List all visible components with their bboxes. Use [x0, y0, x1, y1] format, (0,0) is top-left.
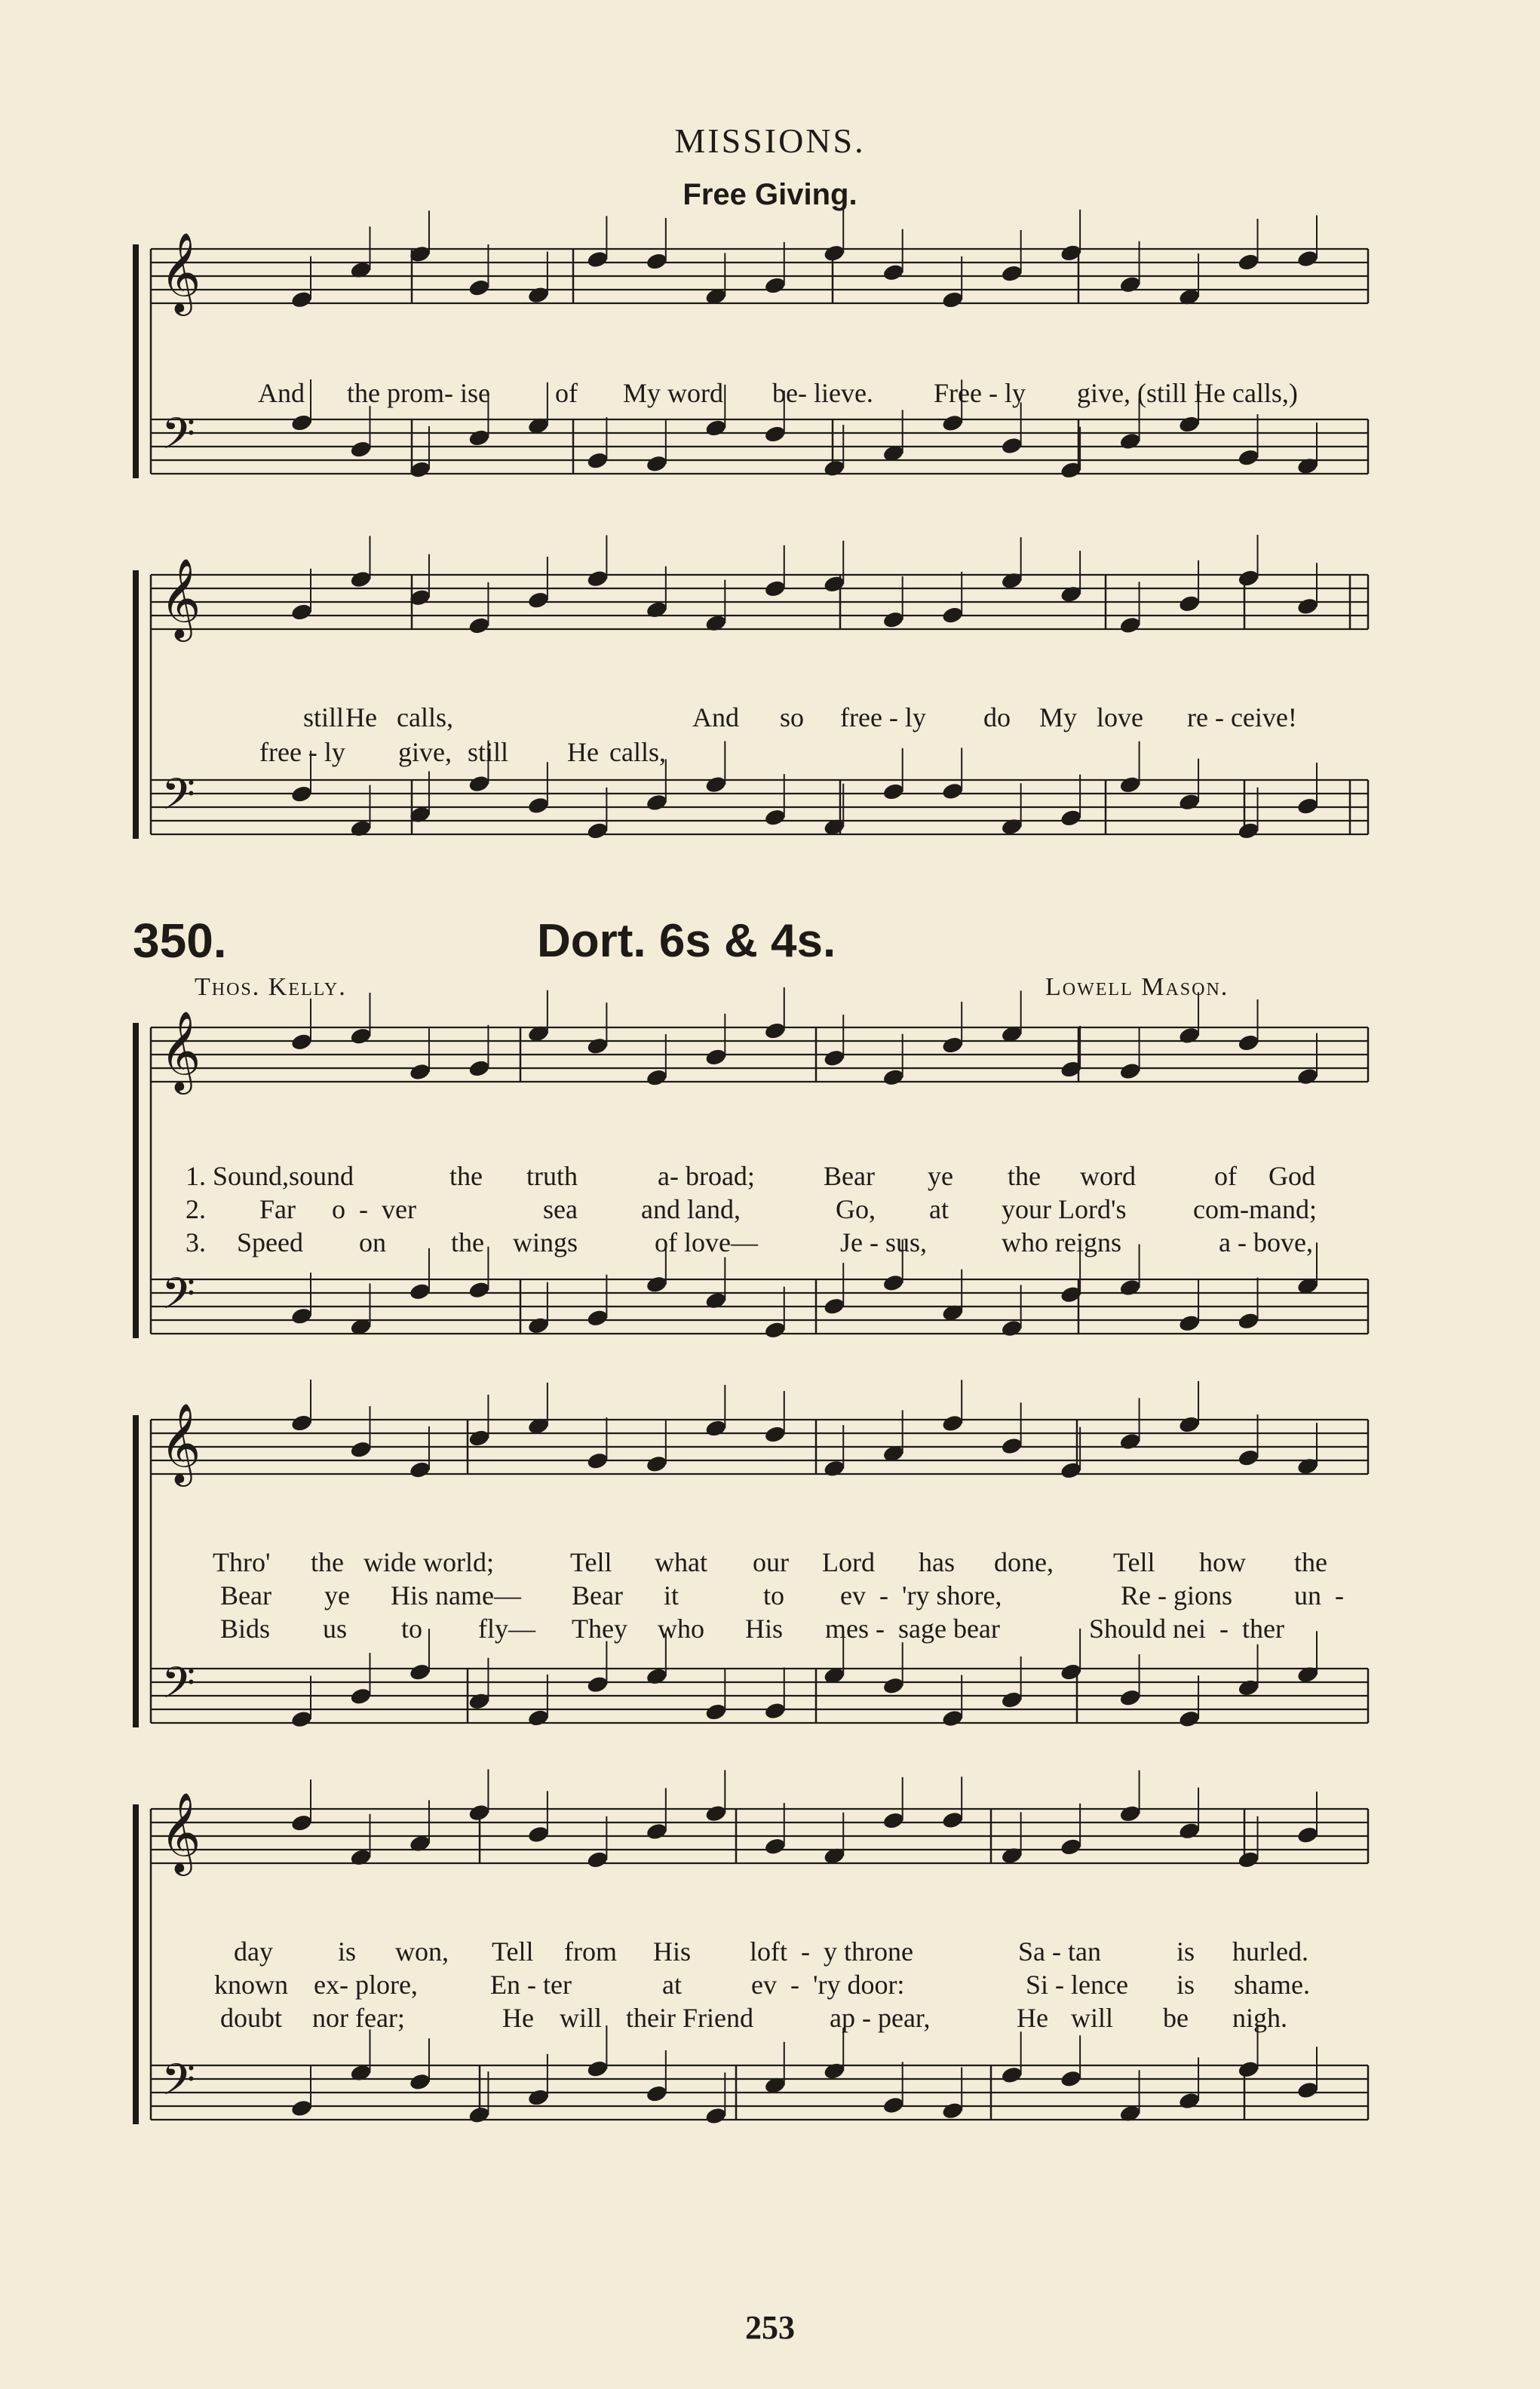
lyric-word: My [1039, 702, 1078, 732]
note-head [646, 1822, 669, 1841]
lyric-line [0, 1160, 1540, 1190]
note-head [349, 570, 373, 589]
note-head [468, 1691, 491, 1711]
note-head [882, 610, 905, 630]
note-head [882, 1067, 905, 1087]
lyric-word: Tell [492, 1936, 534, 1967]
lyric-word: how [1199, 1547, 1246, 1577]
lyric-word: and land, [641, 1194, 741, 1224]
note-head [941, 1414, 965, 1433]
note-head [763, 1425, 787, 1445]
note-head [646, 600, 669, 619]
lyric-word: o - ver [332, 1194, 416, 1224]
note-head [1178, 792, 1201, 812]
note-head [349, 818, 373, 838]
composer-credit: Lowell Mason. [1045, 973, 1229, 1001]
lyric-word: His name— [391, 1580, 521, 1611]
lyric-word: My word [623, 378, 723, 408]
lyric-word: And [258, 378, 305, 408]
note-head [409, 1460, 432, 1480]
note-head [941, 2101, 965, 2120]
lyric-word: a - bove, [1219, 1227, 1313, 1257]
lyric-word: do [983, 702, 1011, 732]
note-head [586, 1308, 609, 1328]
lyric-word: be- lieve. [772, 378, 873, 408]
note-head [882, 263, 905, 282]
lyric-word: the [1294, 1547, 1327, 1577]
note-head [763, 1320, 787, 1340]
note-head [409, 2072, 432, 2092]
lyric-word: un - [1294, 1580, 1344, 1611]
lyric-word: His [653, 1936, 692, 1967]
lyric-word: who reigns [1002, 1227, 1121, 1257]
lyric-word: sea [543, 1194, 578, 1224]
lyric-word: of love— [655, 1227, 758, 1257]
lyric-word: hurled. [1232, 1936, 1308, 1967]
lyric-word: Tell [570, 1547, 612, 1577]
note-head [1000, 1690, 1023, 1710]
lyric-word: Far [259, 1194, 296, 1224]
lyric-word: shame. [1234, 1970, 1310, 2000]
note-head [586, 1675, 609, 1694]
note-head [646, 252, 669, 272]
note-head [1060, 585, 1083, 604]
note-head [586, 1451, 609, 1471]
note-head [823, 2062, 846, 2081]
note-head [1237, 1448, 1260, 1468]
note-head [704, 419, 728, 438]
note-head [1118, 616, 1142, 635]
lyric-word: And [692, 702, 739, 732]
lyric-word: 1. Sound,sound [186, 1161, 354, 1191]
note-head [882, 2096, 905, 2115]
note-head [1237, 1850, 1260, 1869]
note-head [1118, 1278, 1142, 1297]
note-head [290, 1032, 314, 1052]
lyric-word: at [929, 1194, 949, 1224]
note-head [704, 1703, 728, 1722]
lyric-line [0, 736, 1540, 766]
note-head [763, 579, 787, 599]
lyric-word: Si - lence [1026, 1970, 1128, 2000]
note-head [1296, 797, 1320, 816]
lyric-word: their Friend [626, 2003, 753, 2033]
note-head [586, 250, 609, 269]
bass-clef-icon: 𝄢 [161, 408, 196, 470]
note-head [527, 2088, 551, 2108]
note-head [586, 1850, 609, 1870]
lyric-word: ev - 'ry shore, [840, 1580, 1002, 1611]
note-head [349, 1847, 373, 1867]
note-head [409, 1282, 432, 1301]
lyric-word: Sa - tan [1018, 1936, 1101, 1967]
lyric-word: fly— [478, 1614, 535, 1644]
note-head [941, 1810, 965, 1830]
treble-clef-icon: 𝄞 [160, 557, 201, 638]
note-head [1296, 1067, 1320, 1086]
lyric-word: the prom- ise [347, 378, 490, 408]
lyric-word: Lord [822, 1547, 875, 1577]
note-head [1118, 1804, 1142, 1823]
note-head [527, 1709, 551, 1728]
note-head [646, 1275, 669, 1294]
note-head [1118, 275, 1142, 294]
lyric-word: the [311, 1547, 344, 1577]
note-head [1060, 808, 1083, 828]
section-title: MISSIONS. [674, 121, 866, 160]
lyric-line [0, 1546, 1540, 1577]
treble-clef-icon: 𝄞 [160, 1010, 201, 1091]
note-head [823, 1049, 846, 1068]
lyric-word: ye [928, 1161, 953, 1191]
note-head [704, 1419, 728, 1439]
lyric-word: day [234, 1936, 273, 1967]
note-head [468, 1059, 491, 1079]
lyric-word: give, (still He calls,) [1077, 378, 1298, 408]
note-head [941, 781, 965, 801]
lyric-word: a- broad; [658, 1161, 755, 1191]
note-head [527, 285, 551, 305]
note-head [941, 606, 965, 625]
note-head [1118, 431, 1142, 451]
bass-clef-icon: 𝄢 [161, 769, 196, 831]
note-head [290, 2099, 314, 2118]
note-head [468, 1803, 491, 1822]
lyric-line [0, 1227, 1540, 1257]
lyric-word: it [664, 1580, 680, 1611]
note-head [1060, 1460, 1083, 1480]
note-head [1000, 2065, 1023, 2085]
lyric-word: He [1017, 2003, 1048, 2033]
lyric-word: our [753, 1547, 789, 1577]
bass-clef-icon: 𝄢 [161, 1657, 196, 1719]
lyric-word: En - ter [490, 1970, 572, 2000]
lyric-word: done, [994, 1547, 1054, 1577]
lyric-word: has [919, 1547, 955, 1577]
lyric-word: wide world; [364, 1547, 494, 1577]
note-head [1237, 569, 1260, 588]
note-head [704, 1804, 728, 1823]
note-head [704, 2106, 728, 2126]
lyric-word: is [338, 1936, 357, 1967]
note-head [763, 808, 787, 828]
note-head [704, 1047, 728, 1067]
note-head [646, 1068, 669, 1088]
note-head [1237, 448, 1260, 468]
lyric-word: to [763, 1580, 785, 1611]
note-head [941, 413, 965, 433]
note-head [882, 1811, 905, 1831]
lyric-word: of [1214, 1161, 1237, 1191]
note-head [646, 1666, 669, 1686]
lyric-word: calls, [397, 702, 453, 732]
note-head [586, 451, 609, 471]
treble-clef-icon: 𝄞 [160, 1402, 201, 1483]
lyric-word: who [658, 1614, 704, 1644]
note-head [1237, 253, 1260, 272]
lyric-line [0, 1580, 1540, 1610]
lyric-word: nor fear; [312, 2003, 405, 2033]
note-head [1060, 1663, 1083, 1682]
note-head [646, 454, 669, 474]
note-head [1296, 2080, 1320, 2100]
note-head [1178, 2091, 1201, 2111]
note-head [527, 1316, 551, 1335]
lyric-word: still [303, 702, 345, 732]
lyric-line [0, 1969, 1540, 1999]
treble-clef-icon: 𝄞 [160, 1792, 201, 1872]
lyric-word: Bids [220, 1614, 271, 1644]
note-head [1118, 1061, 1142, 1081]
note-head [1237, 1033, 1260, 1053]
note-head [1296, 456, 1320, 476]
lyric-word: on [359, 1227, 386, 1257]
lyric-word: to [401, 1614, 423, 1644]
lyric-word: word [1080, 1161, 1136, 1191]
lyric-word: be [1163, 2003, 1189, 2033]
note-head [349, 440, 373, 459]
lyric-word: will [1071, 2003, 1114, 2033]
note-head [290, 413, 314, 433]
hymn-title: Dort. 6s & 4s. [537, 915, 836, 967]
lyric-word: your Lord's [1002, 1194, 1127, 1224]
note-head [527, 591, 551, 610]
note-head [468, 616, 491, 636]
note-head [1000, 571, 1023, 591]
note-head [290, 785, 314, 804]
lyric-word: Should nei - ther [1089, 1614, 1284, 1644]
note-head [941, 1709, 965, 1728]
note-head [586, 821, 609, 841]
lyric-word: wings [513, 1227, 578, 1257]
note-head [1178, 1709, 1201, 1729]
note-head [646, 2084, 669, 2104]
hymn-subtitle: Free Giving. [683, 178, 857, 211]
note-head [586, 2059, 609, 2079]
lyric-word: Go, [836, 1194, 876, 1224]
note-head [1118, 775, 1142, 794]
treble-clef-icon: 𝄞 [160, 232, 201, 312]
note-head [1178, 594, 1201, 613]
lyric-word: ev - 'ry door: [751, 1970, 905, 2000]
lyric-word: free - ly [259, 737, 345, 767]
note-head [941, 290, 965, 310]
note-head [1296, 1826, 1320, 1845]
lyric-line [0, 1193, 1540, 1224]
lyric-word: Re - gions [1121, 1580, 1232, 1611]
lyric-word: He [567, 737, 599, 767]
note-head [586, 1036, 609, 1056]
note-head [1178, 415, 1201, 435]
note-head [704, 775, 728, 794]
note-head [704, 613, 728, 633]
lyric-word: ex- plore, [314, 1970, 418, 2000]
lyric-word: still [468, 737, 509, 767]
lyric-word: free - ly [840, 702, 926, 732]
lyric-word: the [449, 1161, 483, 1191]
lyric-word: give, [398, 737, 452, 767]
note-head [1000, 436, 1023, 456]
note-head [527, 796, 551, 815]
note-head [763, 1837, 787, 1856]
lyric-word: He [502, 2003, 534, 2033]
note-head [763, 425, 787, 444]
lyric-word: nigh. [1232, 2003, 1288, 2033]
lyric-line [0, 1936, 1540, 1966]
lyric-word: is [1176, 1970, 1195, 2000]
lyric-word: mes - sage bear [825, 1614, 1000, 1644]
lyric-word: known [214, 1970, 288, 2000]
lyric-word: from [564, 1936, 617, 1967]
note-head [1000, 264, 1023, 284]
note-head [409, 1062, 432, 1082]
lyric-word: Bear [220, 1580, 271, 1611]
note-head [290, 1414, 314, 1433]
lyric-word: doubt [220, 2003, 283, 2033]
bass-clef-icon: 𝄢 [161, 2054, 196, 2116]
note-head [1237, 1311, 1260, 1331]
note-head [1000, 1436, 1023, 1456]
lyric-word: Speed [237, 1227, 303, 1257]
page-number: 253 [745, 2309, 795, 2346]
lyric-word: re - ceive! [1187, 702, 1297, 732]
note-head [1296, 1457, 1320, 1476]
lyric-word: love [1097, 702, 1143, 732]
lyric-word: what [655, 1547, 707, 1577]
lyric-word: ap - pear, [830, 2003, 931, 2033]
lyric-line [0, 377, 1540, 407]
note-head [1060, 1837, 1083, 1856]
note-head [763, 1021, 787, 1041]
lyric-word: Tell [1113, 1547, 1155, 1577]
lyric-word: He [345, 702, 377, 732]
lyric-word: Thro' [213, 1547, 271, 1577]
lyric-word: us [323, 1614, 348, 1644]
note-head [290, 1709, 314, 1729]
lyric-word: calls, [609, 737, 666, 767]
note-head [823, 1459, 846, 1479]
lyric-word: the [451, 1227, 484, 1257]
note-head [1237, 2059, 1260, 2079]
lyric-word: of [555, 378, 578, 408]
note-head [468, 2105, 491, 2125]
note-head [1060, 2069, 1083, 2089]
lyric-word: Je - sus, [840, 1227, 927, 1257]
note-head [882, 1676, 905, 1696]
lyric-word: God [1269, 1161, 1315, 1191]
lyric-word: 3. [186, 1227, 206, 1257]
note-head [468, 774, 491, 794]
note-head [823, 459, 846, 478]
lyricist-credit: Thos. Kelly. [195, 973, 347, 1001]
note-head [823, 1297, 846, 1316]
note-head [527, 1825, 551, 1844]
lyric-word: the [1008, 1161, 1041, 1191]
note-head [1178, 1415, 1201, 1435]
note-head [468, 1429, 491, 1448]
note-head [1237, 1678, 1260, 1698]
lyric-word: ye [324, 1580, 350, 1611]
note-head [409, 1663, 432, 1682]
note-head [290, 603, 314, 622]
note-head [1118, 1432, 1142, 1451]
lyric-line [0, 2002, 1540, 2032]
lyric-word: Bear [824, 1161, 875, 1191]
note-head [1178, 1026, 1201, 1046]
note-head [349, 1027, 373, 1046]
note-head [1237, 821, 1260, 840]
lyric-line [0, 1613, 1540, 1643]
note-head [646, 793, 669, 812]
note-head [763, 276, 787, 296]
note-head [646, 1454, 669, 1474]
note-head [349, 1440, 373, 1460]
lyric-word: is [1176, 1936, 1195, 1967]
note-head [586, 569, 609, 588]
note-head [823, 574, 846, 594]
note-head [1178, 1821, 1201, 1841]
lyric-word: com-mand; [1193, 1194, 1317, 1224]
note-head [290, 290, 314, 309]
lyric-word: Bear [572, 1580, 623, 1611]
note-head [1118, 1688, 1142, 1708]
lyric-line [0, 702, 1540, 732]
note-head [941, 1036, 965, 1055]
lyric-word: They [572, 1614, 627, 1644]
note-head [704, 1291, 728, 1310]
note-head [1296, 597, 1320, 616]
bass-clef-icon: 𝄢 [161, 1268, 196, 1330]
note-head [1296, 249, 1320, 269]
lyric-word: won, [395, 1936, 449, 1967]
note-head [763, 1701, 787, 1721]
note-head [468, 428, 491, 448]
note-head [290, 1813, 314, 1833]
hymn-number: 350. [133, 914, 227, 968]
lyric-word: His [745, 1614, 784, 1644]
note-head [290, 1307, 314, 1326]
note-head [468, 278, 491, 298]
lyric-word: at [662, 1970, 682, 2000]
lyric-word: will [560, 2003, 603, 2033]
note-head [468, 1280, 491, 1300]
note-head [823, 244, 846, 263]
system-brace [133, 244, 139, 478]
note-head [1178, 1313, 1201, 1333]
lyric-word: Free - ly [934, 378, 1026, 408]
note-head [349, 1687, 373, 1706]
lyric-word: 2. [186, 1194, 206, 1224]
lyric-word: loft - y throne [750, 1936, 913, 1967]
note-head [1000, 1319, 1023, 1338]
lyric-word: truth [526, 1161, 578, 1191]
note-head [882, 1273, 905, 1293]
lyric-word: so [780, 702, 805, 732]
note-head [882, 782, 905, 802]
